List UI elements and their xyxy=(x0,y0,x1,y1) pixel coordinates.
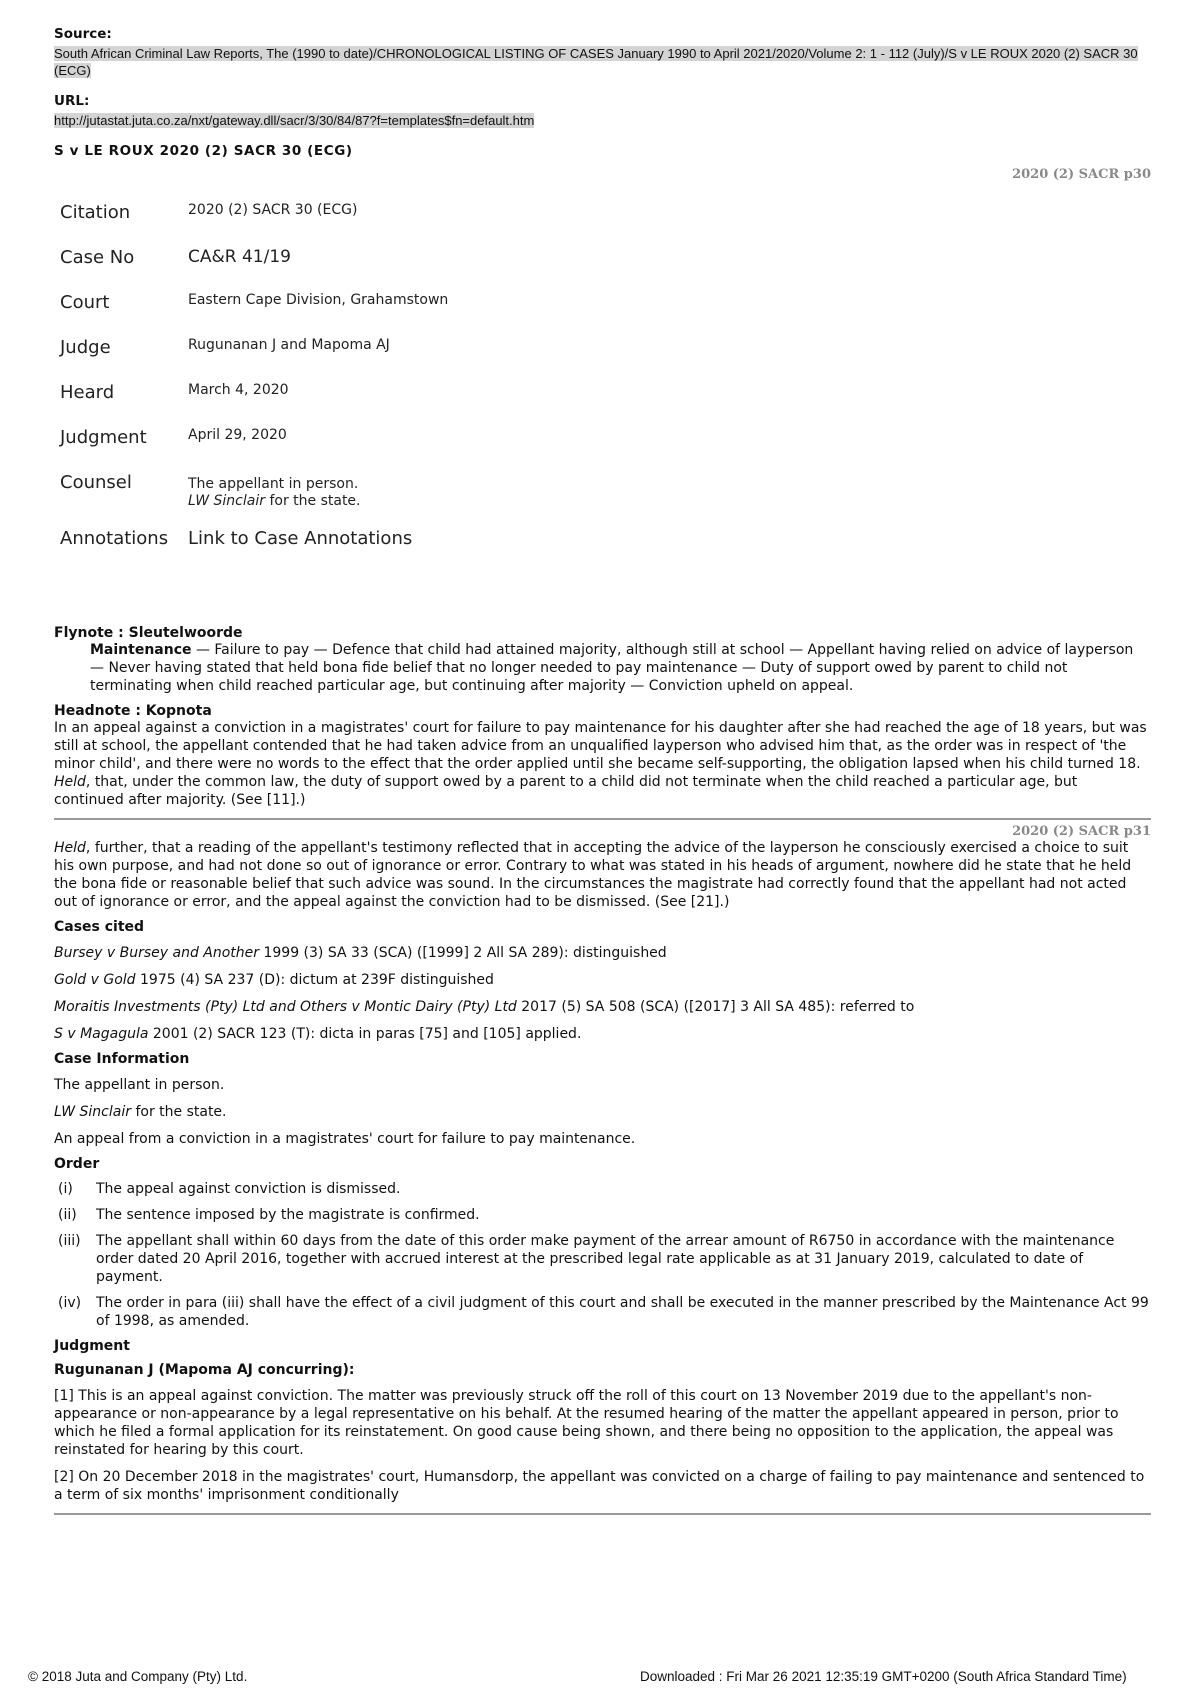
flynote-body xyxy=(90,641,1151,695)
held-word: Held xyxy=(54,774,86,790)
citation-key: Citation xyxy=(60,202,131,223)
footer-copyright: © 2018 Juta and Company (Pty) Ltd. xyxy=(28,1669,248,1684)
case-information-state xyxy=(54,1103,1151,1121)
judgment-title: Judgment xyxy=(54,1338,130,1354)
order-item-text: The order in para (iii) shall have the effect of a civil judgment of this court and shall be executed in the manner prescribed by the Maintenance Act 99 of 1998, as amended. xyxy=(96,1295,1149,1329)
order-item-number: (i) xyxy=(58,1181,73,1197)
court-key: Court xyxy=(60,292,110,313)
court-value: Eastern Cape Division, Grahamstown xyxy=(188,292,449,308)
case-no-key: Case No xyxy=(60,247,135,268)
case-no-value: CA&R 41/19 xyxy=(188,247,291,267)
headnote-title: Headnote : Kopnota xyxy=(54,703,212,719)
cited-case-name: Moraitis Investments (Pty) Ltd and Others v Montic Dairy (Pty) Ltd xyxy=(54,999,517,1015)
order-item-text: The sentence imposed by the magistrate is confirmed. xyxy=(96,1207,480,1223)
order-item-number: (iii) xyxy=(58,1233,81,1249)
metadata-row-judgment xyxy=(60,427,448,472)
state-counsel-rest: for the state. xyxy=(131,1104,227,1120)
flynote-term: Maintenance xyxy=(90,642,192,658)
judgment-paragraph-2: [2] On 20 December 2018 in the magistrates' court, Humansdorp, the appellant was convicted on a charge of failing to pay maintenance and sentenced to a term of six months' imprisonment conditionally xyxy=(54,1469,1145,1503)
cited-case-item xyxy=(54,971,1151,989)
judgment-paragraph-1: [1] This is an appeal against conviction. The matter was previously struck off the roll of this court on 13 November 2019 due to the appellant's non-appearance or non-appearance by a legal representative on his behalf. At the resumed hearing of the matter the appellant appeared in person, prior to which he filed a formal application for its reinstatement. On good cause being shown, and there being no opposition to the application, the appeal was reinstated for hearing by this court. xyxy=(54,1388,1119,1458)
document-page xyxy=(54,26,1151,1519)
counsel-state-rest: for the state. xyxy=(265,493,361,509)
heard-key: Heard xyxy=(60,382,115,403)
headnote-paragraph-1: In an appeal against a conviction in a magistrates' court for failure to pay maintenance for his daughter after she had reached the age of 18 years, but was still at school, the appellant contended that he had taken advice from an unqualified layperson who advised him that, as the order was in respect of 'the minor child', and there were no words to the effect that the order applied until she became self-supporting, the obligation lapsed when his child turned 18. xyxy=(54,720,1147,772)
page-divider xyxy=(54,818,1151,820)
url-link[interactable]: http://jutastat.juta.co.za/nxt/gateway.dll/sacr/3/30/84/87?f=templates$fn=default.htm xyxy=(54,113,535,128)
metadata-row-annotations xyxy=(60,528,448,549)
counsel-value xyxy=(188,472,448,528)
order-item xyxy=(54,1180,1151,1198)
case-information-appellant: The appellant in person. xyxy=(54,1077,225,1093)
cases-cited-title: Cases cited xyxy=(54,919,145,935)
order-item-number: (ii) xyxy=(58,1207,77,1223)
case-annotations-link[interactable]: Link to Case Annotations xyxy=(188,528,413,549)
judgment-value: April 29, 2020 xyxy=(188,427,287,443)
page-reference: 2020 (2) SACR p31 xyxy=(1012,824,1151,839)
cited-case-details: 1975 (4) SA 237 (D): dictum at 239F distinguished xyxy=(135,972,494,988)
heard-value: March 4, 2020 xyxy=(188,382,289,398)
counsel-line-state xyxy=(188,493,448,510)
cited-case-details: 1999 (3) SA 33 (SCA) ([1999] 2 All SA 289): distinguished xyxy=(259,945,667,961)
cited-case-item xyxy=(54,1025,1151,1043)
order-item xyxy=(54,1232,1151,1286)
judge-key: Judge xyxy=(60,337,111,358)
counsel-key: Counsel xyxy=(60,472,132,493)
case-metadata-table xyxy=(60,202,448,549)
cited-case-details: 2001 (2) SACR 123 (T): dicta in paras [75] and [105] applied. xyxy=(148,1026,582,1042)
source-path: South African Criminal Law Reports, The (1990 to date)/CHRONOLOGICAL LISTING OF CASES January 1990 to April 2021/2020/Volume 2: 1 - 112 (July)/S v LE ROUX 2020 (2) SACR 30 (ECG) xyxy=(54,46,1138,78)
judgment-author: Rugunanan J (Mapoma AJ concurring): xyxy=(54,1362,355,1378)
metadata-row-citation xyxy=(60,202,448,247)
order-item-text: The appeal against conviction is dismissed. xyxy=(96,1181,401,1197)
bottom-divider xyxy=(54,1513,1151,1515)
headnote-held-text: , that, under the common law, the duty of support owed by a parent to a child did not terminate when the child reached a particular age, but continued after majority. (See [11].) xyxy=(54,774,1078,808)
cited-case-name: Gold v Gold xyxy=(54,972,136,988)
metadata-row-judge xyxy=(60,337,448,382)
judge-value: Rugunanan J and Mapoma AJ xyxy=(188,337,390,353)
case-information-summary: An appeal from a conviction in a magistrates' court for failure to pay maintenance. xyxy=(54,1131,636,1147)
url-section xyxy=(54,93,1151,129)
judgment-key: Judgment xyxy=(60,427,147,448)
case-information-title: Case Information xyxy=(54,1051,190,1067)
state-counsel-name: LW Sinclair xyxy=(54,1104,131,1120)
counsel-state-name: LW Sinclair xyxy=(188,493,265,509)
headnote-paragraph-2 xyxy=(54,773,1151,809)
source-section xyxy=(54,26,1151,79)
footer-download-timestamp: Downloaded : Fri Mar 26 2021 12:35:19 GMT+0200 (South Africa Standard Time) xyxy=(640,1669,1127,1684)
annotations-key: Annotations xyxy=(60,528,169,549)
counsel-line-appellant: The appellant in person. xyxy=(188,476,359,492)
held-word: Held xyxy=(54,840,86,856)
cited-case-name: Bursey v Bursey and Another xyxy=(54,945,260,961)
flynote-title: Flynote : Sleutelwoorde xyxy=(54,625,243,641)
metadata-row-case-no xyxy=(60,247,448,292)
citation-value: 2020 (2) SACR 30 (ECG) xyxy=(188,202,358,218)
case-title: S v LE ROUX 2020 (2) SACR 30 (ECG) xyxy=(54,143,353,159)
headnote-paragraph-3 xyxy=(54,839,1151,911)
cited-case-name: S v Magagula xyxy=(54,1026,149,1042)
metadata-row-court xyxy=(60,292,448,337)
cited-case-item xyxy=(54,998,1151,1016)
page-reference: 2020 (2) SACR p30 xyxy=(1012,167,1151,182)
cited-case-item xyxy=(54,944,1151,962)
cited-case-details: 2017 (5) SA 508 (SCA) ([2017] 3 All SA 485): referred to xyxy=(516,999,915,1015)
metadata-row-heard xyxy=(60,382,448,427)
headnote-held-further-text: , further, that a reading of the appellant's testimony reflected that in accepting the advice of the layperson he consciously exercised a choice to suit his own purpose, and had not done so out of ignorance or error. Contrary to what was stated in his heads of argument, nowhere did he state that he held the bona fide or reasonable belief that such advice was sound. In the circumstances the magistrate had correctly found that the appellant had not acted out of ignorance or error, and the appeal against the conviction had to be dismissed. (See [21].) xyxy=(54,840,1132,910)
order-item xyxy=(54,1206,1151,1224)
flynote-text: — Failure to pay — Defence that child had attained majority, although still at school — Appellant having relied on advice of layperson — Never having stated that held bona fide belief that no longer needed to pay maintenance — Duty of support owed by parent to child not terminating when child reached particular age, but continuing after majority — Conviction upheld on appeal. xyxy=(90,642,1134,694)
order-item-text: The appellant shall within 60 days from the date of this order make payment of the arrear amount of R6750 in accordance with the maintenance order dated 20 April 2016, together with accrued interest at the prescribed legal rate applicable as at 31 January 2019, calculated to date of payment. xyxy=(96,1233,1115,1285)
url-label: URL: xyxy=(54,93,90,109)
order-item-number: (iv) xyxy=(58,1295,82,1311)
metadata-row-counsel xyxy=(60,472,448,528)
order-item xyxy=(54,1294,1151,1330)
order-title: Order xyxy=(54,1156,100,1172)
source-label: Source: xyxy=(54,26,112,42)
